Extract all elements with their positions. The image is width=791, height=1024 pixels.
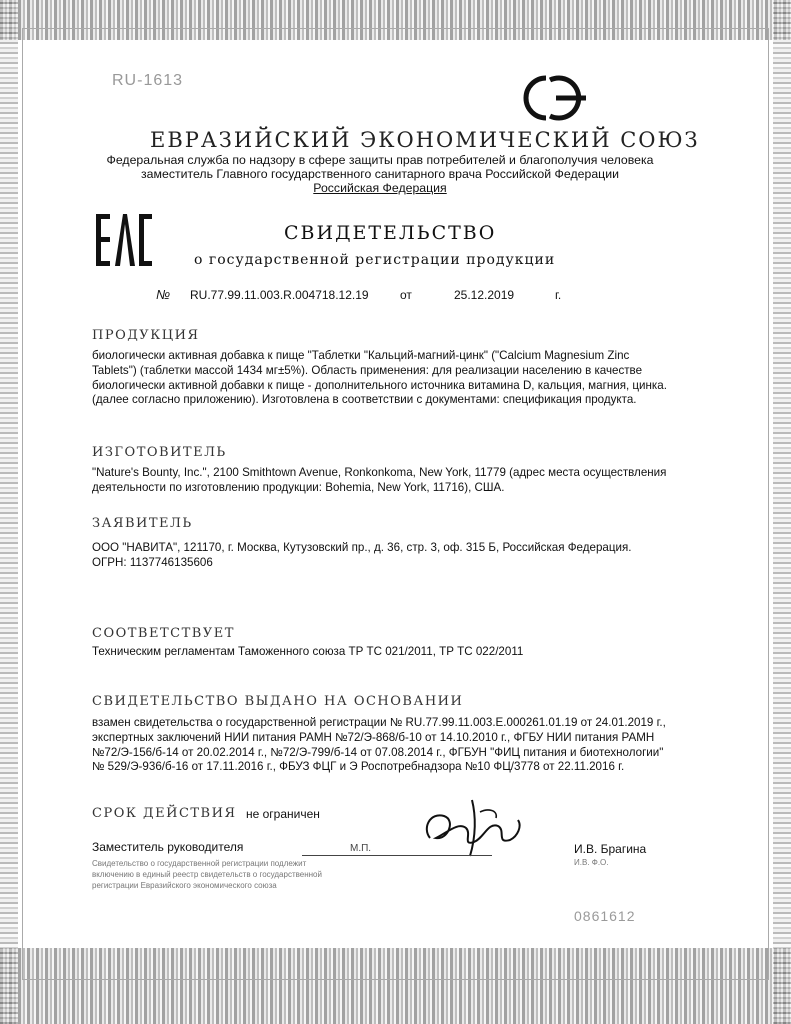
basis-text: взамен свидетельства о государственной регистрации № RU.77.99.11.003.Е.000261.01.19 от 24.01.2019 г., экспертных заключений НИИ питания РАМН №72/Э-868/б-10 от 14.10.2010 г., ФГБУ НИИ питания РАМН №72/Э-156/б-14 от 20.02.2014 г., №72/Э-799/б-14 от 07.08.2014 г., ФГБУН "ФИЦ питания и биотехнологии" № 529/Э-936/б-16 от 17.11.2016 г., ФБУЗ ФЦГ и Э Роспотребнадзора №10 ФЦ/3778 от 22.11.2016 г. (92, 716, 666, 774)
conforms-heading: СООТВЕТСТВУЕТ (92, 626, 235, 641)
cs-logo-icon (520, 72, 592, 124)
seal-place-label: М.П. (350, 843, 372, 854)
decorative-border-right (773, 0, 791, 1024)
basis-heading: СВИДЕТЕЛЬСТВО ВЫДАНО НА ОСНОВАНИИ (92, 694, 464, 709)
union-title: ЕВРАЗИЙСКИЙ ЭКОНОМИЧЕСКИЙ СОЮЗ (150, 128, 700, 152)
faint-number: RU-1613 (112, 72, 184, 89)
validity-text: не ограничен (246, 807, 320, 821)
applicant-heading: ЗАЯВИТЕЛЬ (92, 516, 193, 531)
registration-date: 25.12.2019 (454, 288, 515, 302)
decorative-border-left (0, 0, 18, 1024)
agency-line-3-wrap (100, 182, 660, 196)
agency-line-3: Российская Федерация (313, 181, 447, 195)
certificate-title: СВИДЕТЕЛЬСТВО (284, 222, 497, 244)
validity-heading: СРОК ДЕЙСТВИЯ (92, 806, 237, 821)
number-label: № (156, 287, 171, 302)
agency-line-1: Федеральная служба по надзору в сфере защиты прав потребителей и благополучия человека (106, 153, 654, 167)
registration-number: RU.77.99.11.003.R.004718.12.19 (190, 288, 369, 302)
faded-registry-note: Свидетельство о государственной регистрации подлежит включению в единый реестр свидетельств о государственной регистрации Евразийского экономического союза (92, 859, 322, 890)
conforms-text: Техническим регламентам Таможенного союза ТР ТС 021/2011, ТР ТС 022/2011 (92, 645, 524, 658)
year-suffix: г. (555, 288, 562, 302)
certificate-subtitle: о государственной регистрации продукции (194, 252, 556, 268)
date-label: от (400, 288, 412, 302)
agency-line-2: заместитель Главного государственного санитарного врача Российской Федерации (141, 167, 619, 181)
product-heading: ПРОДУКЦИЯ (92, 328, 200, 343)
signer-name: И.В. Брагина (574, 842, 647, 856)
signer-role: Заместитель руководителя (92, 840, 244, 854)
faded-signature-note: И.В. Ф.О. (574, 858, 609, 867)
applicant-text: ООО "НАВИТА", 121170, г. Москва, Кутузовский пр., д. 36, стр. 3, оф. 315 Б, Российская Федерация. ОГРН: 1137746135606 (92, 541, 632, 569)
product-text: биологически активная добавка к пище "Таблетки "Кальций-магний-цинк" ("Calcium Magnesium Zinc Tablets") (таблетки массой 1434 мг±5%). Область применения: для реализации населению в качестве биологически активной добавки к пище - дополнительного источника витамина D, кальция, магния, цинка. (далее согласно приложению). Изготовлена в соответствии с документами: спецификация продукта. (92, 349, 667, 407)
form-serial-number: 0861612 (574, 908, 636, 924)
manufacturer-heading: ИЗГОТОВИТЕЛЬ (92, 445, 227, 460)
eac-mark-icon (96, 214, 152, 266)
manufacturer-text: "Nature's Bounty, Inc.", 2100 Smithtown Avenue, Ronkonkoma, New York, 11779 (адрес места осуществления деятельности по изготовлению продукции: Bohemia, New York, 11716), США. (92, 466, 667, 494)
signature-line (302, 855, 492, 856)
